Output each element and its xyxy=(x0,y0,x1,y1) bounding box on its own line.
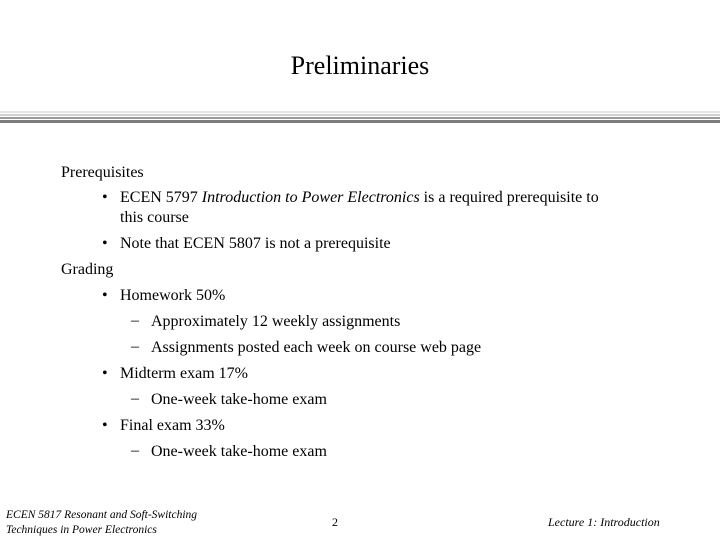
dash-icon: – xyxy=(131,312,139,329)
bullet-icon: • xyxy=(102,417,108,434)
course-code: ECEN 5797 xyxy=(120,189,198,206)
slide-title: Preliminaries xyxy=(290,51,430,80)
homework-subitem: Assignments posted each week on course web page xyxy=(151,339,482,356)
prerequisite-course-item xyxy=(120,188,599,208)
course-title: Introduction to Power Electronics xyxy=(201,189,420,206)
midterm-subitem: One-week take-home exam xyxy=(151,391,327,408)
homework-subitem: Approximately 12 weekly assignments xyxy=(151,313,401,330)
dash-icon: – xyxy=(131,390,139,407)
footer-course-name xyxy=(6,508,197,538)
prerequisite-text-continued: this course xyxy=(120,209,189,226)
prerequisite-text: is a required prerequisite to xyxy=(423,189,599,206)
grading-heading: Grading xyxy=(61,261,114,278)
bullet-icon: • xyxy=(102,287,108,304)
grading-homework-item: Homework 50% xyxy=(120,287,226,304)
grading-final-item: Final exam 33% xyxy=(120,417,225,434)
footer-lecture-title: Lecture 1: Introduction xyxy=(548,515,660,529)
prerequisite-note-item: Note that ECEN 5807 is not a prerequisite xyxy=(120,235,391,252)
prerequisites-heading: Prerequisites xyxy=(61,164,144,181)
bullet-icon: • xyxy=(102,365,108,382)
dash-icon: – xyxy=(131,338,139,355)
page-number: 2 xyxy=(332,515,338,529)
dash-icon: – xyxy=(131,442,139,459)
bullet-icon: • xyxy=(102,189,108,206)
bullet-icon: • xyxy=(102,235,108,252)
title-divider xyxy=(0,111,720,125)
final-subitem: One-week take-home exam xyxy=(151,443,327,460)
footer-course-line2: Techniques in Power Electronics xyxy=(6,524,157,536)
footer-course-line1: ECEN 5817 Resonant and Soft-Switching xyxy=(6,509,198,521)
grading-midterm-item: Midterm exam 17% xyxy=(120,365,248,382)
